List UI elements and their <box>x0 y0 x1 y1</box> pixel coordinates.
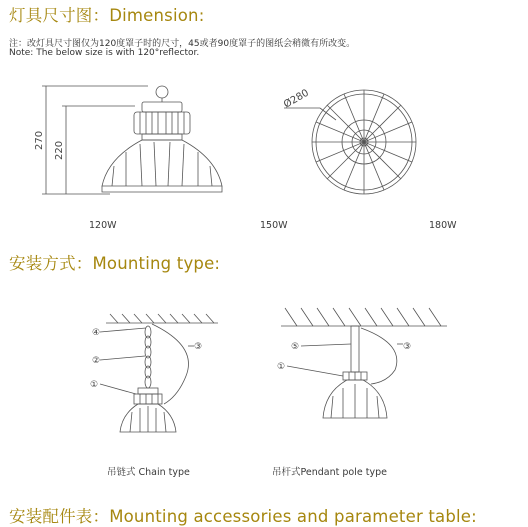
chain-type-drawing <box>78 306 228 446</box>
wattage-120w: 120W <box>89 220 117 231</box>
accessories-table-heading: 安装配件表：Mounting accessories and parameter table: <box>9 507 477 526</box>
wattage-180w: 180W <box>429 220 457 231</box>
pendant-pole-caption: 吊杆式Pendant pole type <box>272 467 387 478</box>
callout-1-pendant: ① <box>277 362 286 372</box>
callout-2: ② <box>92 356 101 366</box>
dimension-diameter: Ø280 <box>282 87 311 111</box>
callout-3-chain: ③ <box>194 342 203 352</box>
chain-type-caption: 吊链式 Chain type <box>107 467 190 478</box>
wattage-150w: 150W <box>260 220 288 231</box>
dimension-270: 270 <box>34 130 45 150</box>
dimension-heading: 灯具尺寸图：Dimension: <box>9 6 205 25</box>
pendant-pole-drawing <box>275 300 455 440</box>
top-view-drawing <box>280 86 440 201</box>
dimension-220: 220 <box>54 140 65 160</box>
note-english: Note: The below size is with 120°reflector. <box>9 48 200 58</box>
mounting-heading: 安装方式：Mounting type: <box>9 254 221 273</box>
callout-1-chain: ① <box>90 380 99 390</box>
note-chinese: 注：改灯具尺寸图仅为120度罩子时的尺寸，45或者90度罩子的图纸会稍微有所改变。 <box>9 39 356 49</box>
callout-3-pendant: ③ <box>403 342 412 352</box>
callout-5: ⑤ <box>291 342 300 352</box>
side-view-drawing <box>30 78 230 203</box>
callout-4: ④ <box>92 328 101 338</box>
